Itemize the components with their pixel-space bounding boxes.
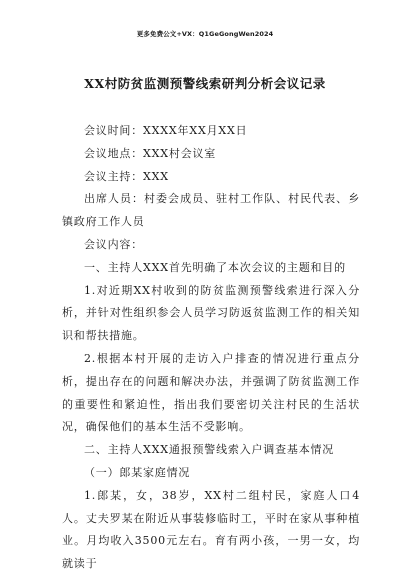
sub1-heading: （一）郎某家庭情况 — [84, 465, 191, 479]
document-body — [62, 120, 360, 576]
case-1: 1.郎某，女，38岁，XX村二组村民，家庭人口4人。丈夫罗某在附近从事装修临时工，平时在家从事种植业。月均收入3500元左右。育有两小孩，一男一女，均就读于 — [62, 488, 360, 571]
document-title: XX村防贫监测预警线索研判分析会议记录 — [84, 76, 326, 91]
header-note: 更多免费公文+VX：Q1GeGongWen2024 — [136, 30, 274, 38]
meeting-host: 会议主持：XXX — [84, 169, 169, 183]
meeting-time: 会议时间：XXXX年XX月XX日 — [84, 124, 248, 137]
meeting-attendees: 出席人员：村委会成员、驻村工作队、村民代表、乡镇政府工作人员 — [62, 192, 360, 229]
part1-heading: 一、主持人XXX首先明确了本次会议的主题和目的 — [84, 260, 346, 274]
meeting-place: 会议地点：XXX村会议室 — [84, 146, 217, 160]
item-1: 1.对近期XX村收到的防贫监测预警线索进行深入分析，并针对性组织参会人员学习防返贫监测工作的相关知识和帮扶措施。 — [62, 283, 360, 343]
part2-heading: 二、主持人XXX通报预警线索入户调查基本情况 — [84, 443, 335, 457]
item-2: 2.根据本村开展的走访入户排查的情况进行重点分析，提出存在的问题和解决办法，并强调了防贫监测工作的重要性和紧迫性，指出我们要密切关注村民的生活状况，确保他们的基本生活不受影响。 — [62, 351, 360, 434]
meeting-content-label: 会议内容： — [84, 237, 143, 251]
